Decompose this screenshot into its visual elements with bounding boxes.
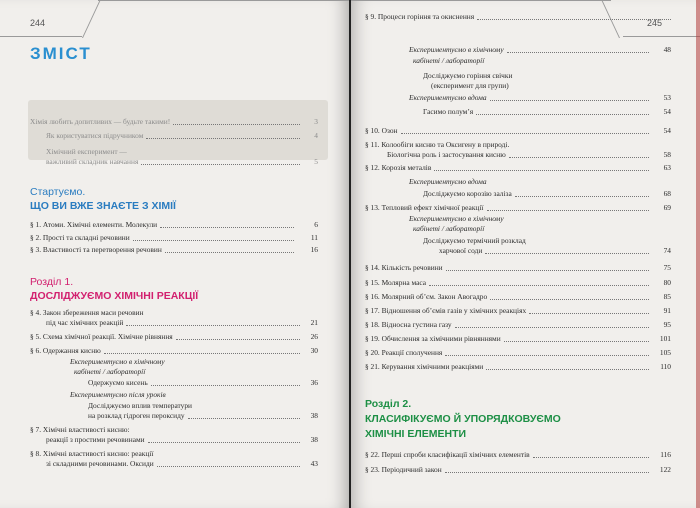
toc-page-number: 48 (663, 45, 671, 54)
header-rule-top-left (98, 0, 349, 1)
toc-page-number: 43 (310, 459, 318, 468)
toc-leader (507, 52, 649, 53)
toc-row: харчової соди (439, 246, 483, 255)
intro-row: Як користуватися підручником (46, 131, 144, 140)
toc-row: § 6. Одержання кисню (30, 346, 101, 355)
section2-label: Розділ 2. (365, 398, 412, 410)
toc-row: Експериментуємо вдома (409, 93, 487, 102)
page-edge-mark (696, 0, 700, 508)
toc-leader (176, 339, 300, 340)
toc-page-number: 30 (310, 346, 318, 355)
toc-page-number: 54 (663, 126, 671, 135)
toc-page-number: 75 (663, 263, 671, 272)
toc-page-number: 85 (663, 292, 671, 301)
toc-leader (509, 157, 649, 158)
toc-row: Досліджуємо термічний розклад (423, 236, 526, 245)
toc-row: § 21. Керування хімічними реакціями (365, 362, 484, 371)
toc-page-number: 53 (663, 93, 671, 102)
toc-leader (504, 341, 649, 342)
toc-leader (141, 164, 300, 165)
toc-leader (429, 285, 649, 286)
toc-leader (445, 472, 649, 473)
toc-row: § 20. Реакції сполучення (365, 348, 443, 357)
toc-row: Досліджуємо вплив температури (88, 401, 193, 410)
toc-row: Експериментуємо в хімічному (409, 45, 504, 54)
toc-leader (476, 114, 649, 115)
toc-row: Експериментуємо вдома (409, 177, 487, 186)
start-label: Стартуємо. (30, 186, 86, 198)
toc-page-number: 54 (663, 107, 671, 116)
toc-row-text: § 2. Прості та складні речовини (30, 232, 130, 242)
toc-row: § 7. Хімічні властивості кисню: (30, 425, 130, 434)
header-rule-right (623, 36, 700, 37)
toc-leader (490, 100, 649, 101)
right-page (351, 0, 700, 508)
toc-leader (146, 138, 300, 139)
toc-page-number: 91 (663, 306, 671, 315)
toc-leader (151, 385, 300, 386)
toc-row: § 17. Відношення об’ємів газів у хімічних реакціях (365, 306, 527, 315)
toc-leader (188, 418, 300, 419)
toc-leader (446, 270, 649, 271)
toc-leader (148, 442, 300, 443)
intro-row: Хімія любить допитливих — будьте такими! (30, 117, 171, 126)
toc-page-number: 38 (310, 411, 318, 420)
toc-page-number: 95 (663, 320, 671, 329)
toc-page-number: 110 (660, 362, 671, 371)
toc-row: § 11. Колообіги кисню та Оксигену в природі. (365, 140, 510, 149)
toc-row-text: § 1. Атоми. Хімічні елементи. Молекули (30, 220, 158, 229)
toc-row: § 9. Процеси горіння та окиснення (365, 12, 475, 21)
toc-leader (533, 457, 649, 458)
toc-row (30, 245, 162, 255)
intro-row: важливий складник навчання (46, 157, 139, 166)
toc-leader (477, 19, 671, 20)
section1-title: ДОСЛІДЖУЄМО ХІМІЧНІ РЕАКЦІЇ (30, 290, 199, 302)
left-page (0, 0, 349, 508)
toc-page-number: 105 (659, 348, 671, 357)
toc-row: § 12. Корозія металів (365, 163, 432, 172)
toc-page-number: 38 (310, 435, 318, 444)
toc-row: § 23. Періодичний закон (365, 465, 442, 474)
toc-page-number: 58 (663, 150, 671, 159)
section2-title-line2: ХІМІЧНІ ЕЛЕМЕНТИ (365, 428, 467, 440)
toc-page-number: 122 (659, 465, 671, 474)
toc-row (30, 233, 130, 243)
toc-row: реакції з простими речовинами (46, 435, 145, 444)
toc-row: § 8. Хімічні властивості кисню: реакції (30, 449, 154, 458)
toc-row: § 14. Кількість речовини (365, 263, 443, 272)
toc-page-number: 74 (663, 246, 671, 255)
toc-page-number: 6 (314, 220, 318, 229)
toc-row: § 19. Обчислення за хімічними рівняннями (365, 334, 501, 343)
section2-title-line1: КЛАСИФІКУЄМО Й УПОРЯДКОВУЄМО (365, 413, 561, 425)
contents-heading: ЗМІСТ (30, 44, 92, 63)
intro-row: Хімічний експеримент — (46, 147, 127, 156)
toc-row: Досліджуємо горіння свічки (423, 71, 513, 80)
toc-row: § 22. Перші спроби класифікації хімічних елементів (365, 450, 530, 459)
toc-leader (455, 327, 649, 328)
toc-leader (401, 133, 650, 134)
page-number-left: 244 (30, 18, 46, 28)
toc-leader (529, 313, 649, 314)
header-rule-slant-left (82, 0, 101, 38)
toc-row: зі складними речовинами. Оксиди (46, 459, 154, 468)
toc-row: § 18. Відносна густина газу (365, 320, 452, 329)
toc-leader (133, 240, 294, 241)
toc-leader (104, 353, 300, 354)
toc-row: (експеримент для групи) (431, 81, 509, 90)
toc-page-number: 101 (659, 334, 671, 343)
toc-row: Біологічна роль і застосування кисню (387, 150, 506, 159)
section1-label: Розділ 1. (30, 276, 74, 288)
toc-row: Одержуємо кисень (88, 378, 148, 387)
toc-row: Експериментуємо в хімічному (70, 357, 165, 366)
toc-row: § 15. Молярна маса (365, 278, 427, 287)
toc-page-number: 80 (663, 278, 671, 287)
toc-row: Гасимо полум’я (423, 107, 474, 116)
toc-leader (515, 196, 649, 197)
toc-page-number: 36 (310, 378, 318, 387)
toc-page-number: 68 (663, 189, 671, 198)
toc-page-number: 11 (310, 232, 318, 242)
toc-page-number: 4 (314, 131, 318, 140)
toc-row: § 4. Закон збереження маси речовин (30, 308, 144, 317)
toc-page-number: 21 (310, 318, 318, 327)
toc-row: § 5. Схема хімічної реакції. Хімічне рівняння (30, 332, 173, 341)
toc-leader (487, 210, 650, 211)
toc-leader (485, 253, 649, 254)
header-rule-left (0, 36, 82, 37)
toc-row: Експериментуємо після уроків (70, 390, 166, 399)
toc-row: кабінеті / лабораторії (413, 224, 485, 233)
toc-page-number: 116 (660, 450, 671, 459)
toc-leader (490, 299, 649, 300)
toc-leader (173, 124, 300, 125)
toc-leader (126, 325, 300, 326)
toc-page-number: 16 (310, 245, 318, 254)
toc-row: § 10. Озон (365, 126, 398, 135)
toc-leader (160, 227, 294, 228)
toc-row: § 16. Молярний об’єм. Закон Авогадро (365, 292, 488, 301)
toc-row: під час хімічних реакцій (46, 318, 124, 327)
toc-row: Досліджуємо корозію заліза (423, 189, 512, 198)
toc-leader (157, 466, 300, 467)
toc-leader (165, 252, 294, 253)
toc-page-number: 63 (663, 163, 671, 172)
start-title: ЩО ВИ ВЖЕ ЗНАЄТЕ З ХІМІЇ (30, 200, 176, 212)
page-number-right: 245 (647, 18, 663, 28)
header-rule-top-right (351, 0, 611, 1)
toc-row: § 13. Тепловий ефект хімічної реакції (365, 203, 484, 212)
toc-row: на розклад гідроген пероксиду (88, 411, 185, 420)
toc-row: Експериментуємо в хімічному (409, 214, 504, 223)
toc-leader (486, 369, 649, 370)
toc-leader (445, 355, 649, 356)
toc-page-number: 69 (663, 203, 671, 212)
toc-page-number: 3 (314, 117, 318, 126)
toc-row: кабінеті / лабораторії (413, 56, 485, 65)
toc-row: кабінеті / лабораторії (74, 367, 146, 376)
toc-page-number: 5 (314, 157, 318, 166)
toc-row (30, 220, 157, 230)
toc-row-text: § 3. Властивості та перетворення речовин (30, 245, 162, 254)
toc-page-number: 26 (310, 332, 318, 341)
toc-leader (434, 170, 649, 171)
